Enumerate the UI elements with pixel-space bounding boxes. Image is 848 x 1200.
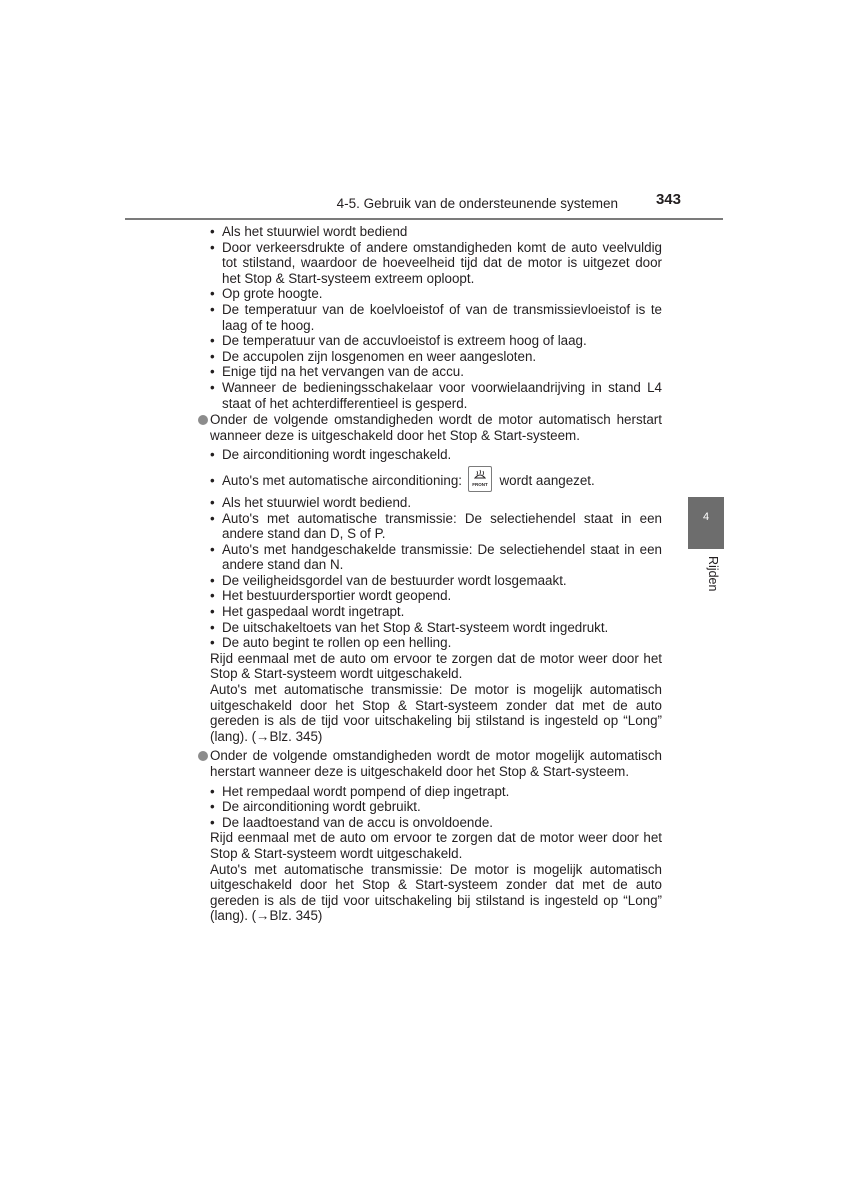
circle-bullet-icon (198, 751, 208, 761)
list-item: • De laadtoestand van de accu is onvoldoende. (197, 815, 662, 831)
body-paragraph: Rijd eenmaal met de auto om ervoor te zorgen dat de motor weer door het Stop & Start-systeem wordt uitgeschakeld. (210, 650, 662, 682)
list-item: • De accupolen zijn losgenomen en weer aangesloten. (197, 349, 662, 365)
list-item-text: wordt aangezet. (499, 472, 595, 488)
section-title: 4-5. Gebruik van de ondersteunende systemen (336, 196, 618, 211)
body-paragraph: Rijd eenmaal met de auto om ervoor te zorgen dat de motor weer door het Stop & Start-systeem wordt uitgeschakeld. (210, 830, 662, 861)
body-paragraph: Auto's met automatische transmissie: De motor is mogelijk automatisch uitgeschakeld door het Stop & Start-systeem zonder dat met de auto gereden is als de tijd voor uitschakeling bij stilstand is ingesteld op “Long” (lang). (→Blz. 345) (210, 861, 662, 924)
list-item: • Wanneer de bedieningsschakelaar voor voorwielaandrijving in stand L4 staat of het achterdifferentieel is gesperd. (197, 380, 662, 411)
page-header (125, 190, 723, 220)
list-item: • De temperatuur van de koelvloeistof of van de transmissievloeistof is te laag of te hoog. (197, 302, 662, 333)
list-item: • Het rempedaal wordt pompend of diep ingetrapt. (197, 784, 662, 800)
list-item: • De airconditioning wordt ingeschakeld. (197, 447, 662, 463)
page-number: 343 (655, 191, 681, 208)
list-item-text: Auto's met automatische airconditioning: (222, 472, 462, 488)
front-icon-label: FRONT (471, 482, 488, 488)
list-item: • Het bestuurdersportier wordt geopend. (197, 588, 662, 604)
section-heading (197, 412, 662, 443)
list-item: • Op grote hoogte. (197, 286, 662, 302)
section-heading-text: Onder de volgende omstandigheden wordt de motor automatisch herstart wanneer deze is uitgeschakeld door het Stop & Start-systeem. (210, 412, 662, 443)
circle-bullet-icon (198, 415, 208, 425)
section-heading (197, 748, 662, 779)
list-item: • De temperatuur van de accuvloeistof is extreem hoog of laag. (197, 333, 662, 349)
page-content (197, 224, 662, 924)
chapter-label: Rijden (706, 556, 720, 592)
body-paragraph: Auto's met automatische transmissie: De motor is mogelijk automatisch uitgeschakeld door het Stop & Start-systeem zonder dat met de auto gereden is als de tijd voor uitschakeling bij stilstand is ingesteld op “Long” (lang). (→Blz. 345) (210, 682, 662, 744)
list-item: • Enige tijd na het vervangen van de accu. (197, 364, 662, 380)
list-item: • De airconditioning wordt gebruikt. (197, 799, 662, 815)
list-item: • De veiligheidsgordel van de bestuurder wordt losgemaakt. (197, 573, 662, 589)
list-item: • Als het stuurwiel wordt bediend (197, 224, 662, 240)
list-item: • Auto's met automatische transmissie: De selectiehendel staat in een andere stand dan D, S of P. (197, 511, 662, 542)
list-item: • De uitschakeltoets van het Stop & Start-systeem wordt ingedrukt. (197, 620, 662, 636)
front-defroster-icon (468, 466, 492, 492)
list-item: • Door verkeersdrukte of andere omstandigheden komt de auto veelvuldig tot stilstand, waardoor de hoeveelheid tijd dat de motor is uitgezet door het Stop & Start-systeem extreem oploopt. (197, 240, 662, 287)
chapter-tab[interactable] (688, 497, 724, 549)
list-item: • Als het stuurwiel wordt bediend. (197, 495, 662, 511)
list-item: • De auto begint te rollen op een helling. (197, 635, 662, 651)
list-item (197, 467, 662, 495)
list-item: • Auto's met handgeschakelde transmissie: De selectiehendel staat in een andere stand dan N. (197, 542, 662, 573)
section-heading-text: Onder de volgende omstandigheden wordt de motor mogelijk automatisch herstart wanneer deze is uitgeschakeld door het Stop & Start-systeem. (210, 748, 662, 779)
list-item: • Het gaspedaal wordt ingetrapt. (197, 604, 662, 620)
chapter-number: 4 (702, 511, 710, 523)
